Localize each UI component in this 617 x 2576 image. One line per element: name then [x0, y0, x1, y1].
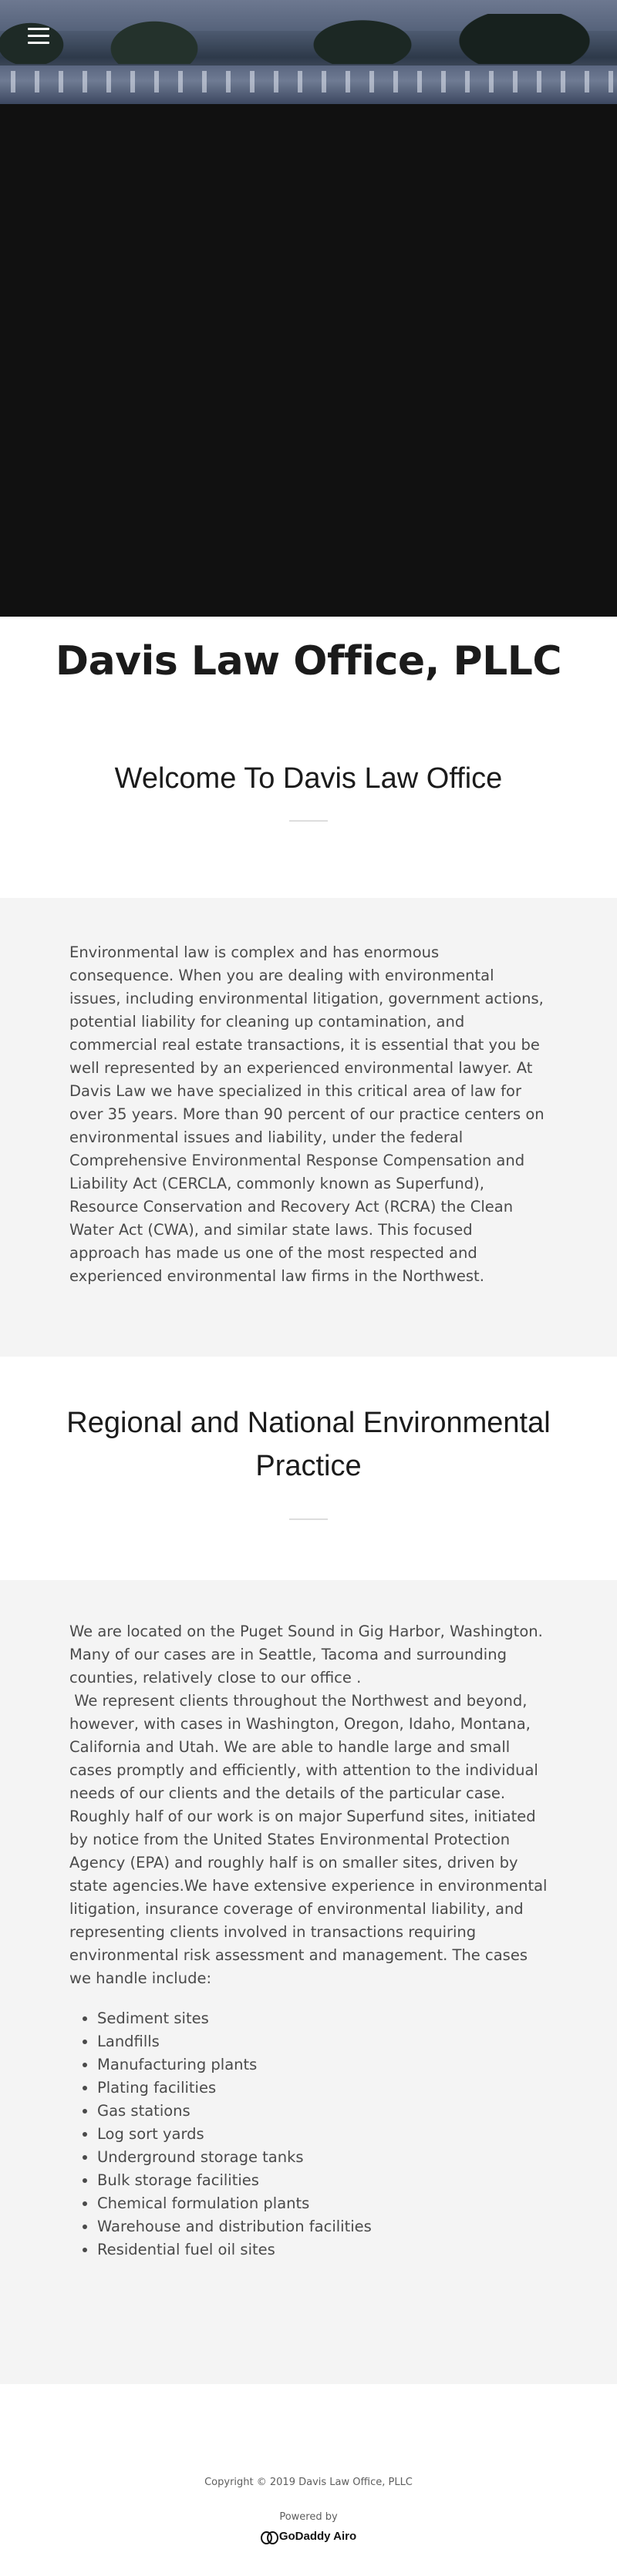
regional-heading: Regional and National Environmental Practice: [66, 1407, 551, 1482]
list-item: • Bulk storage facilities: [97, 2169, 548, 2192]
list-item: • Log sort yards: [97, 2123, 548, 2146]
heading-divider: [289, 820, 328, 822]
list-item: • Underground storage tanks: [97, 2146, 548, 2169]
list-item: • Landfills: [97, 2030, 548, 2053]
practice-section: [0, 1580, 617, 2384]
welcome-section: [0, 694, 617, 898]
environmental-law-section: [0, 898, 617, 1357]
godaddy-airo-link[interactable]: [261, 2530, 356, 2543]
hero-marina-boats: [0, 71, 617, 92]
brand-name: GoDaddy Airo: [278, 2530, 357, 2543]
list-item: • Residential fuel oil sites: [97, 2238, 548, 2262]
godaddy-logo-icon: [261, 2531, 276, 2542]
list-item: • Warehouse and distribution facilities: [97, 2215, 548, 2238]
list-item: • Chemical formulation plants: [97, 2192, 548, 2215]
case-types-list: [69, 2007, 548, 2262]
hamburger-menu-icon[interactable]: [28, 28, 49, 46]
list-item: • Manufacturing plants: [97, 2053, 548, 2077]
heading-divider: [289, 1518, 328, 1520]
hero-banner: [0, 0, 617, 104]
practice-paragraph-clients: We represent clients throughout the Northwest and beyond, however, with cases in Washington, Oregon, Idaho, Montana, California and Utah. We are able to handle large and small cases promptly and efficiently, with attention to the individual needs of our clients and the details of the particular case. Roughly half of our work is on major Superfund sites, initiated by notice from the United States Environmental Protection Agency (EPA) and roughly half is on smaller sites, driven by state agencies.We have extensive experience in environmental litigation, insurance coverage of environmental liability, and representing clients involved in transactions requiring environmental risk assessment and management. The cases we handle include:: [69, 1692, 548, 1987]
list-item: • Plating facilities: [97, 2077, 548, 2100]
list-item: • Sediment sites: [97, 2007, 548, 2030]
welcome-heading: Welcome To Davis Law Office: [114, 762, 503, 795]
hero-treeline: [0, 14, 617, 64]
site-title: Davis Law Office, PLLC: [55, 638, 562, 684]
practice-paragraph-location: We are located on the Puget Sound in Gig Harbor, Washington. Many of our cases are in Seattle, Tacoma and surrounding counties, relatively close to our office .: [69, 1623, 543, 1687]
site-footer: [0, 2384, 617, 2573]
environmental-law-paragraph: Environmental law is complex and has enormous consequence. When you are dealing with environmental issues, including environmental litigation, government actions, potential liability for cleaning up contamination, and commercial real estate transactions, it is essential that you be well represented by an experienced environmental lawyer. At Davis Law we have specialized in this critical area of law for over 35 years. More than 90 percent of our practice centers on environmental issues and liability, under the federal Comprehensive Environmental Response Compensation and Liability Act (CERCLA, commonly known as Superfund), Resource Conservation and Recovery Act (RCRA) the Clean Water Act (CWA), and similar state laws. This focused approach has made us one of the most respected and experienced environmental law firms in the Northwest.: [69, 943, 545, 1285]
copyright-text: Copyright © 2019 Davis Law Office, PLLC: [204, 2477, 413, 2488]
powered-by-text: Powered by: [279, 2511, 338, 2523]
list-item: • Gas stations: [97, 2100, 548, 2123]
video-background-panel: [0, 104, 617, 617]
regional-section: [0, 1357, 617, 1580]
